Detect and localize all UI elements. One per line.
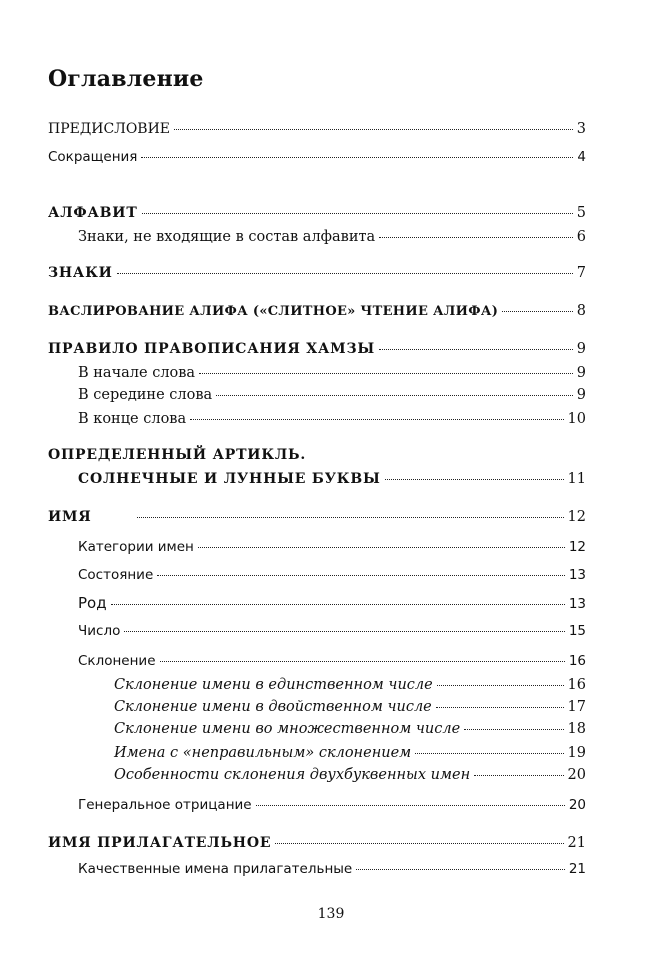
dot-leader: [356, 869, 565, 870]
toc-entry: [78, 386, 586, 404]
toc-entry: [78, 566, 586, 584]
toc-entry-label: Склонение имени во множественном числе: [114, 721, 461, 737]
toc-entry-page: 16: [568, 653, 586, 669]
toc-entry-label: СОЛНЕЧНЫЕ И ЛУННЫЕ БУКВЫ: [78, 471, 381, 487]
toc-entry: [78, 796, 586, 814]
toc-entry: [48, 120, 586, 138]
dot-leader: [464, 729, 563, 730]
toc-entry-label: В конце слова: [78, 411, 187, 427]
toc-entry-page: 4: [577, 149, 586, 165]
toc-entry: [114, 744, 586, 762]
toc-entry-label: Род: [78, 594, 107, 612]
toc-entry-page: 7: [576, 265, 586, 281]
toc-entry-label: Сокращения: [48, 149, 138, 165]
toc-entry: [78, 594, 586, 613]
toc-entry-page: 9: [576, 387, 586, 403]
dot-leader: [436, 707, 564, 708]
dot-leader: [474, 775, 563, 776]
toc-entry-page: 17: [567, 699, 586, 715]
toc-entry-label: ПРЕДИСЛОВИЕ: [48, 121, 171, 137]
dot-leader: [379, 237, 573, 238]
dot-leader: [415, 753, 563, 754]
toc-entry-label: Склонение имени в единственном числе: [114, 677, 433, 693]
dot-leader: [157, 575, 565, 576]
toc-entry-page: 10: [567, 411, 586, 427]
dot-leader: [502, 311, 573, 312]
toc-entry: [114, 698, 586, 716]
dot-leader: [141, 157, 573, 158]
toc-entry-label: В начале слова: [78, 365, 196, 381]
toc-entry-page: 13: [568, 596, 586, 612]
dot-leader: [160, 661, 565, 662]
toc-entry-label: ИМЯ ПРИЛАГАТЕЛЬНОЕ: [48, 835, 272, 851]
toc-entry-page: 21: [568, 861, 586, 877]
toc-entry-page: 20: [568, 797, 586, 813]
toc-entry-page: 21: [567, 835, 586, 851]
toc-entry: [114, 720, 586, 738]
toc-entry-label: Имена с «неправильным» склонением: [114, 745, 412, 761]
toc-entry: [48, 340, 586, 358]
toc-entry-label: Склонение имени в двойственном числе: [114, 699, 432, 715]
dot-leader: [137, 517, 563, 518]
toc-entry: [48, 834, 586, 852]
toc-entry-label: ОПРЕДЕЛЕННЫЙ АРТИКЛЬ.: [48, 447, 307, 463]
page-title: Оглавление: [48, 66, 204, 92]
toc-entry-page: 11: [567, 471, 586, 487]
toc-entry-label: Категории имен: [78, 539, 194, 555]
dot-leader: [275, 843, 563, 844]
toc-entry: [78, 228, 586, 246]
toc-entry: [48, 204, 586, 222]
dot-leader: [124, 631, 564, 632]
toc-entry: [78, 410, 586, 428]
dot-leader: [379, 349, 573, 350]
toc-entry-page: 5: [576, 205, 586, 221]
toc-entry-label: В середине слова: [78, 387, 213, 403]
dot-leader: [216, 395, 573, 396]
toc-entry-label: Число: [78, 623, 121, 639]
toc-entry-label: ПРАВИЛО ПРАВОПИСАНИЯ ХАМЗЫ: [48, 341, 375, 357]
toc-entry-page: 20: [567, 767, 586, 783]
toc-entry-label: Особенности склонения двухбуквенных имен: [114, 767, 471, 783]
toc-entry: [78, 652, 586, 670]
toc-entry-page: 8: [576, 303, 586, 319]
toc-entry: [48, 264, 586, 282]
toc-entry-page: 9: [576, 365, 586, 381]
toc-entry-label: АЛФАВИТ: [48, 205, 138, 221]
toc-entry-label: Состояние: [78, 567, 154, 583]
toc-entry: [114, 766, 586, 784]
toc-entry-page: 13: [568, 567, 586, 583]
toc-entry-page: 6: [576, 229, 586, 245]
toc-entry: [48, 508, 586, 526]
toc-entry: [78, 364, 586, 382]
toc-entry-label: Качественные имена прилагательные: [78, 861, 353, 877]
dot-leader: [190, 419, 563, 420]
dot-leader: [142, 213, 573, 214]
dot-leader: [199, 373, 573, 374]
dot-leader: [256, 805, 565, 806]
dot-leader: [385, 479, 564, 480]
toc-entry-page: 19: [567, 745, 586, 761]
toc-entry: [78, 470, 586, 488]
toc-entry: [114, 676, 586, 694]
toc-entry-label: ЗНАКИ: [48, 265, 113, 281]
dot-leader: [174, 129, 573, 130]
toc-entry-page: 12: [568, 539, 586, 555]
dot-leader: [198, 547, 565, 548]
toc-entry-page: 15: [568, 623, 586, 639]
page-number: 139: [317, 906, 345, 922]
toc-entry-page: 18: [567, 721, 586, 737]
toc-entry: [78, 538, 586, 556]
toc-entry-label: ВАСЛИРОВАНИЕ АЛИФА («СЛИТНОЕ» ЧТЕНИЕ АЛИФА): [48, 304, 499, 319]
toc-entry-label: Генеральное отрицание: [78, 797, 252, 813]
dot-leader: [111, 604, 565, 605]
toc-entry: [48, 446, 586, 464]
toc-entry: [78, 622, 586, 640]
dot-leader: [437, 685, 564, 686]
toc-entry-label: ИМЯ: [48, 509, 92, 525]
toc-entry: [78, 860, 586, 878]
toc-entry: [48, 302, 586, 321]
toc-entry-page: 9: [576, 341, 586, 357]
toc-entry-label: Знаки, не входящие в состав алфавита: [78, 229, 376, 245]
toc-entry-page: 3: [576, 121, 586, 137]
dot-leader: [117, 273, 573, 274]
toc-entry-page: 12: [567, 509, 586, 525]
toc-entry: [48, 148, 586, 166]
toc-entry-label: Склонение: [78, 653, 156, 669]
toc-entry-page: 16: [567, 677, 586, 693]
